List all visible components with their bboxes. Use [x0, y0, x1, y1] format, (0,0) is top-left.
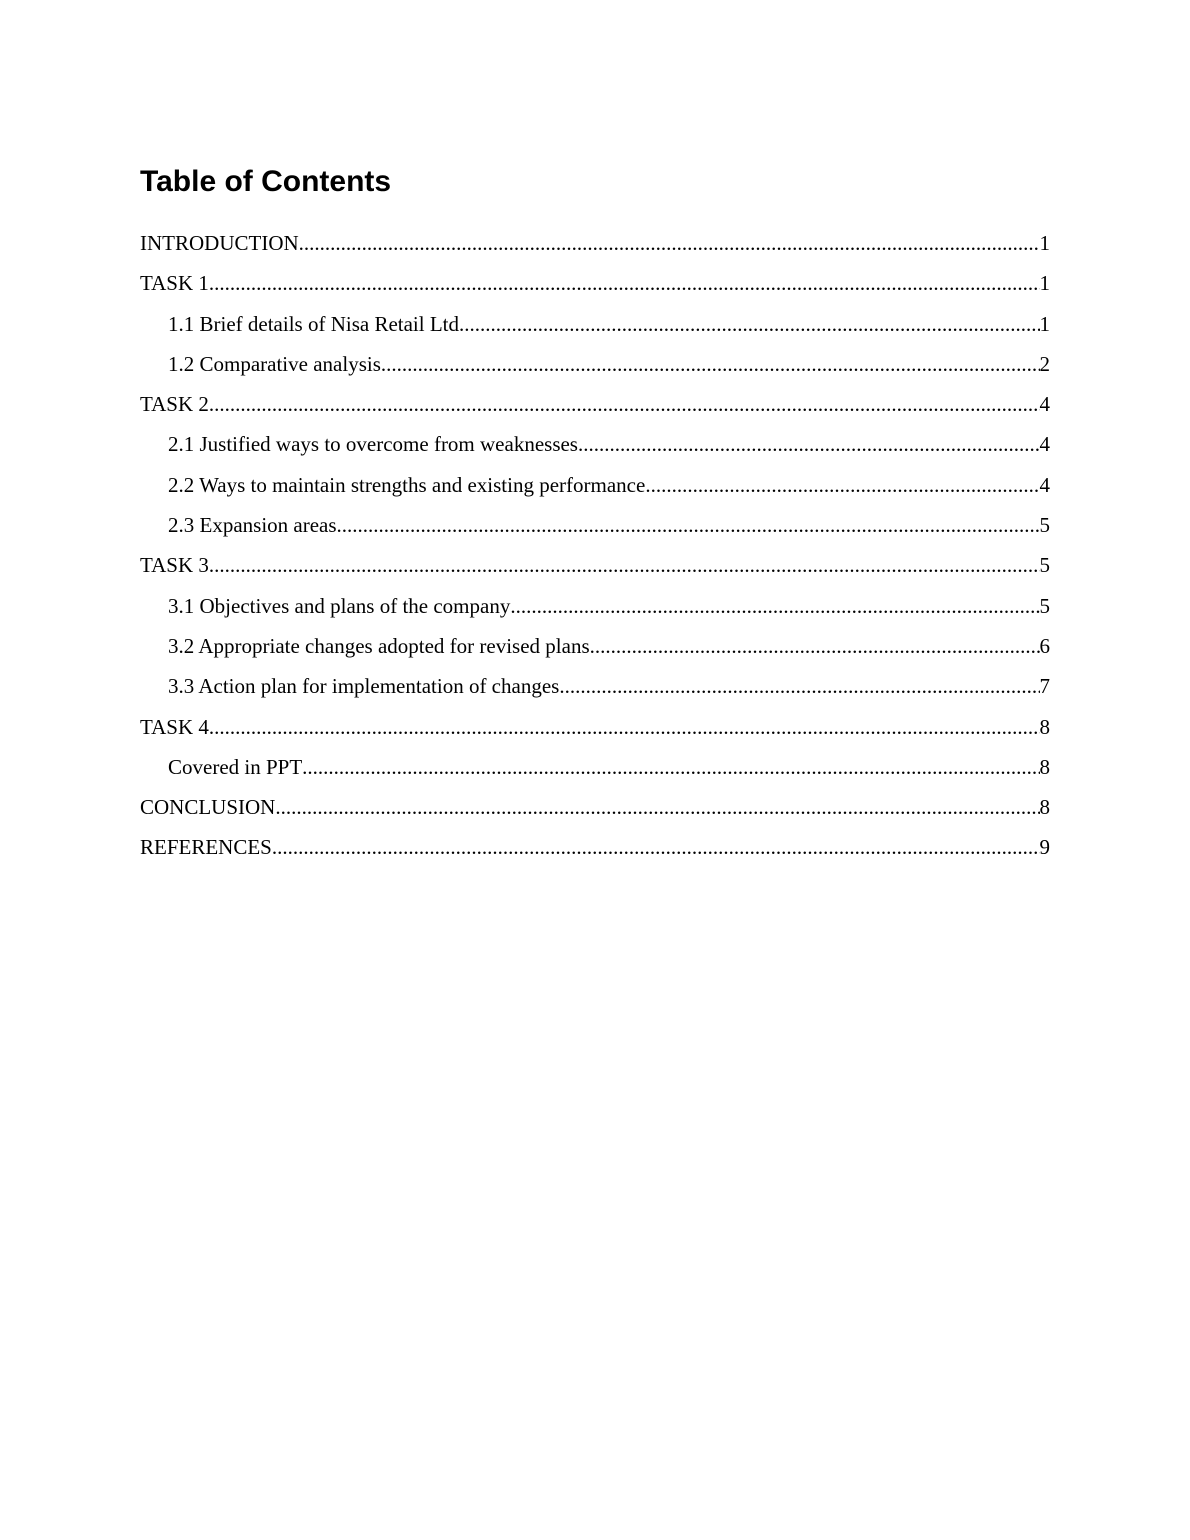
toc-entry-page-number: 2 [1039, 351, 1050, 376]
toc-entry-page-number: 1 [1039, 311, 1050, 336]
toc-dot-leader [299, 224, 1040, 262]
toc-entry-label: TASK 3 [140, 553, 209, 578]
toc-entry[interactable] [140, 788, 1050, 828]
toc-entry-page-number: 8 [1039, 714, 1050, 739]
toc-entry-label: 2.3 Expansion areas [168, 513, 337, 538]
toc-entry-label: TASK 1 [140, 271, 209, 296]
toc-entry-page-number: 5 [1039, 553, 1050, 578]
toc-entry-label: Covered in PPT [168, 754, 303, 779]
toc-entry-label: TASK 4 [140, 714, 209, 739]
toc-dot-leader [209, 264, 1040, 302]
toc-subentry[interactable] [140, 506, 1050, 546]
toc-entry-label: 3.1 Objectives and plans of the company [168, 593, 511, 618]
toc-entry-page-number: 6 [1039, 633, 1050, 658]
toc-dot-leader [578, 425, 1040, 463]
toc-entry-label: 1.1 Brief details of Nisa Retail Ltd [168, 311, 460, 336]
toc-subentry[interactable] [140, 305, 1050, 345]
toc-dot-leader [272, 828, 1040, 866]
toc-dot-leader [209, 385, 1040, 423]
toc-entry-label: INTRODUCTION [140, 231, 299, 255]
toc-entry-label: 2.1 Justified ways to overcome from weaknesses [168, 432, 578, 457]
toc-dot-leader [510, 587, 1039, 625]
toc-entry-label: 3.2 Appropriate changes adopted for revised plans [168, 633, 590, 658]
toc-subentry[interactable] [140, 345, 1050, 385]
toc-entry[interactable] [140, 264, 1050, 304]
toc-subentry[interactable] [140, 748, 1050, 788]
toc-entry[interactable] [140, 546, 1050, 586]
toc-entry-page-number: 8 [1039, 754, 1050, 779]
toc-dot-leader [645, 466, 1039, 504]
toc-entry-page-number: 1 [1039, 271, 1050, 296]
toc-subentry[interactable] [140, 425, 1050, 465]
toc-entry[interactable] [140, 828, 1050, 868]
toc-entry-label: 3.3 Action plan for implementation of changes [168, 674, 560, 699]
toc-entry-page-number: 4 [1039, 432, 1050, 457]
toc-dot-leader [590, 627, 1040, 665]
toc-entry-page-number: 7 [1039, 674, 1050, 699]
toc-entry-page-number: 4 [1039, 392, 1050, 417]
toc-dot-leader [209, 546, 1040, 584]
toc-entry-page-number: 5 [1039, 513, 1050, 538]
toc-entry-page-number: 5 [1039, 593, 1050, 618]
toc-dot-leader [302, 748, 1039, 786]
toc-entry-label: TASK 2 [140, 392, 209, 417]
toc-entry[interactable] [140, 224, 1050, 264]
toc-dot-leader [337, 506, 1040, 544]
toc-entry-label: CONCLUSION [140, 795, 276, 820]
toc-dot-leader [459, 305, 1039, 343]
toc-title: Table of Contents [140, 165, 392, 198]
toc-entry-label: 1.2 Comparative analysis [168, 351, 381, 376]
toc-subentry[interactable] [140, 466, 1050, 506]
toc-dot-leader [275, 788, 1039, 826]
toc-dot-leader [209, 708, 1040, 746]
toc-entry-label: 2.2 Ways to maintain strengths and existing performance [168, 472, 646, 497]
toc-dot-leader [381, 345, 1040, 383]
toc-entry-page-number: 4 [1039, 472, 1050, 497]
toc-subentry[interactable] [140, 627, 1050, 667]
toc-entry-label: REFERENCES [140, 835, 272, 860]
toc-subentry[interactable] [140, 587, 1050, 627]
toc-entry[interactable] [140, 708, 1050, 748]
toc-entry-page-number: 1 [1039, 231, 1050, 255]
toc-list [140, 224, 1050, 869]
toc-entry-page-number: 8 [1039, 795, 1050, 820]
toc-entry-page-number: 9 [1039, 835, 1050, 860]
toc-dot-leader [559, 667, 1039, 705]
toc-entry[interactable] [140, 385, 1050, 425]
toc-subentry[interactable] [140, 667, 1050, 707]
